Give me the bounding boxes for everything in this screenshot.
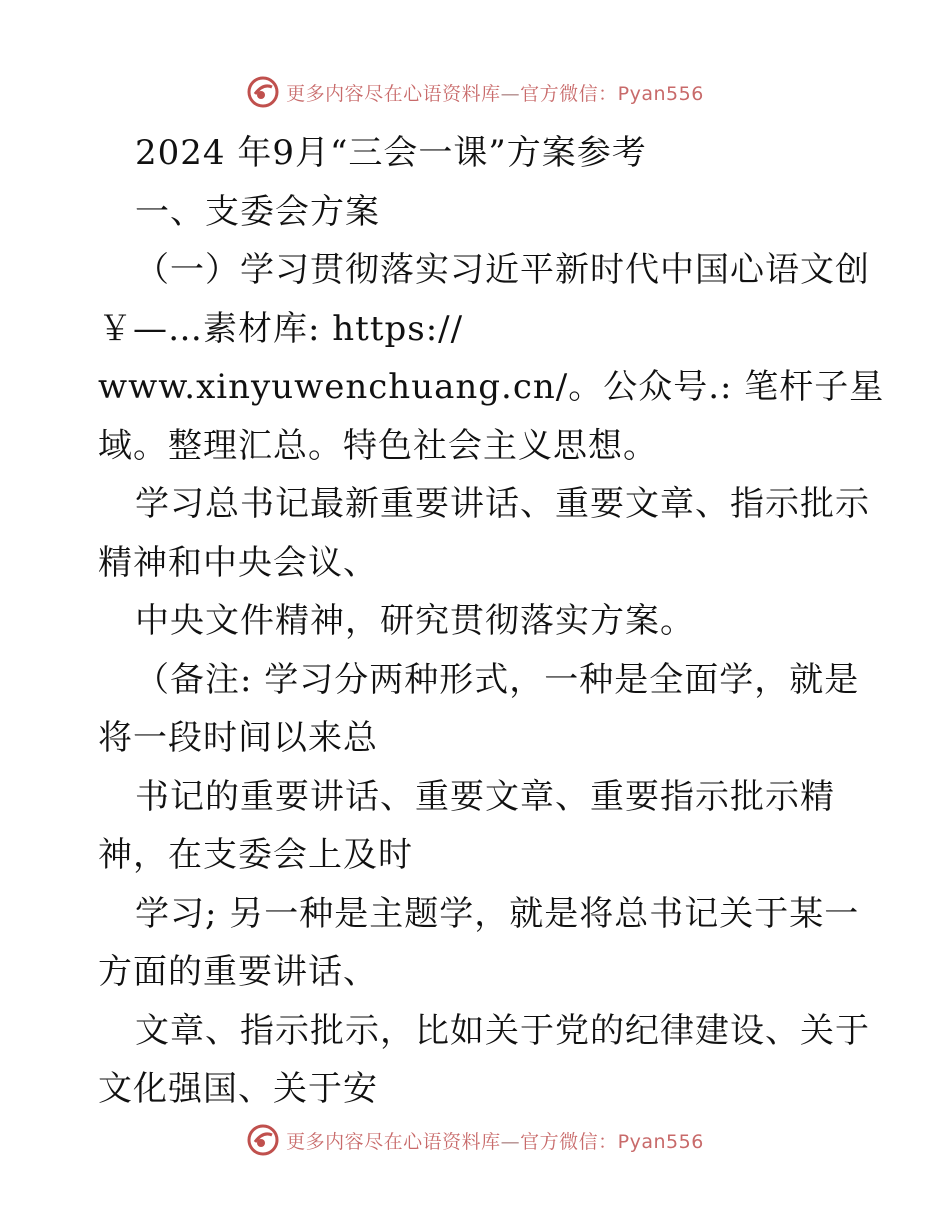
watermark-wechat: 官方微信：Pyan556: [520, 82, 704, 105]
text-line: 神，在支委会上及时: [98, 835, 413, 875]
logo-icon: [246, 75, 280, 109]
text-line: 学习; 另一种是主题学，就是将总书记关于某一: [135, 893, 860, 934]
text-line: 学习总书记最新重要讲话、重要文章、指示批示: [135, 484, 870, 524]
text-line: ￥—…素材库: https://: [98, 308, 464, 349]
logo-icon: [246, 1123, 280, 1157]
text-line: 文化强国、关于安: [98, 1069, 378, 1109]
text-line: 中央文件精神，研究贯彻落实方案。: [135, 601, 695, 641]
document-body: [98, 124, 885, 1119]
watermark-brand: 更多内容尽在心语资料库: [286, 82, 501, 105]
watermark-dash: —: [500, 1130, 521, 1153]
watermark-header: [0, 72, 950, 112]
text-line: 2024 年9月“三会一课”方案参考: [135, 133, 647, 173]
watermark-text: [286, 1127, 704, 1154]
text-line: 文章、指示批示，比如关于党的纪律建设、关于: [135, 1010, 870, 1051]
text-line: 域。整理汇总。特色社会主义思想。: [98, 425, 658, 466]
text-line: 书记的重要讲话、重要文章、重要指示批示精: [135, 776, 835, 817]
watermark-wechat: 官方微信：Pyan556: [520, 1130, 704, 1153]
text-line: 一、支委会方案: [135, 191, 380, 232]
text-line: 精神和中央会议、: [98, 542, 378, 583]
watermark-text: [286, 79, 704, 106]
text-line: （一）学习贯彻落实习近平新时代中国心语文创: [135, 250, 870, 290]
text-line: 将一段时间以来总: [98, 718, 378, 758]
watermark-footer: [0, 1120, 950, 1160]
text-line: （备注: 学习分两种形式，一种是全面学，就是: [135, 659, 860, 700]
watermark-brand: 更多内容尽在心语资料库: [286, 1130, 501, 1153]
watermark-dash: —: [500, 82, 521, 105]
text-line: 方面的重要讲话、: [98, 952, 378, 992]
text-line: www.xinyuwenchuang.cn/。公众号.: 笔杆子星: [98, 367, 885, 407]
